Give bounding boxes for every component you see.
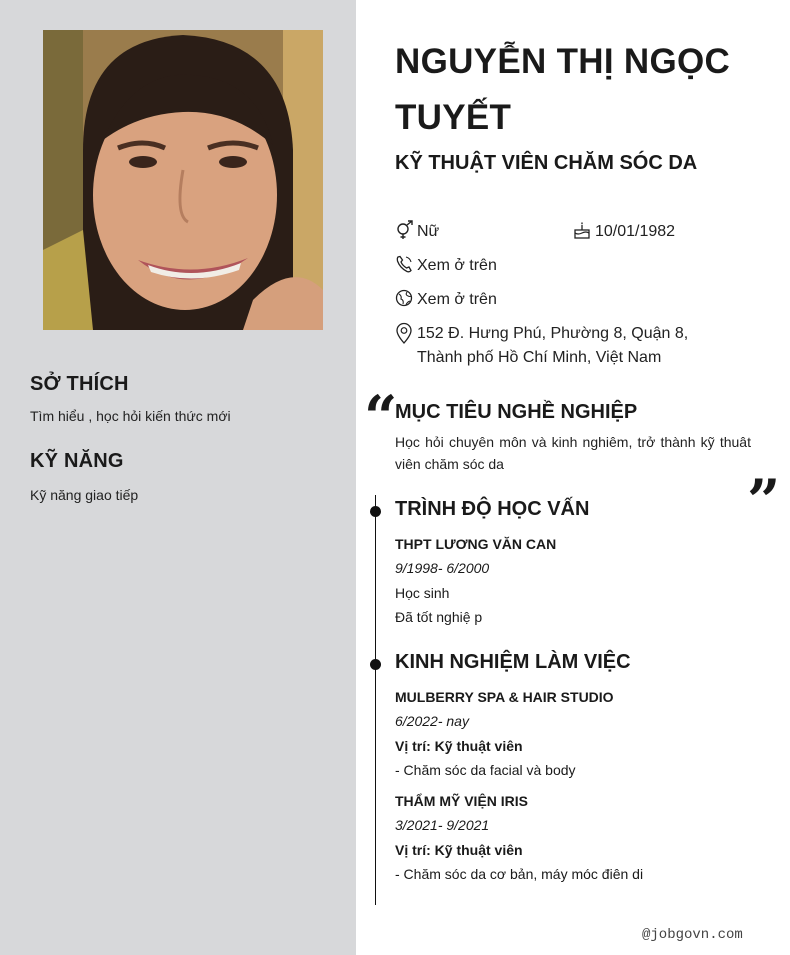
cake-icon: [573, 220, 591, 240]
close-quote-icon: ”: [747, 467, 781, 535]
portrait-illustration: [43, 30, 323, 330]
job-period: 3/2021- 9/2021: [395, 817, 490, 833]
phone-row: [395, 254, 595, 278]
timeline-line: [375, 495, 376, 905]
job-position: Vị trí: Kỹ thuật viên: [395, 842, 523, 858]
map-pin-icon: [395, 322, 413, 342]
main-content: [356, 0, 790, 955]
address-value: 152 Đ. Hưng Phú, Phường 8, Quận 8, Thành phố Hồ Chí Minh, Việt Nam: [417, 325, 689, 366]
experience-heading: KINH NGHIỆM LÀM VIỆC: [395, 651, 631, 673]
education-note: Đã tốt nghiệ p: [395, 609, 483, 625]
open-quote-icon: “: [364, 383, 398, 451]
sidebar: [0, 0, 356, 955]
experience-timeline-dot: [370, 659, 381, 670]
job-title: KỸ THUẬT VIÊN CHĂM SÓC DA: [395, 152, 698, 174]
education-school: THPT LƯƠNG VĂN CAN: [395, 536, 557, 552]
hobbies-heading: SỞ THÍCH: [30, 373, 129, 395]
birthdate-value: 10/01/1982: [595, 223, 676, 240]
candidate-name: NGUYỄN THỊ NGỌC TUYẾT: [395, 42, 731, 137]
footer-watermark: @jobgovn.com: [642, 927, 743, 943]
gender-row: [395, 220, 565, 244]
gender-icon: [395, 220, 413, 240]
education-role: Học sinh: [395, 585, 450, 601]
birthdate-row: [573, 220, 753, 244]
objective-text: Học hỏi chuyên môn và kinh nghiêm, trở thành kỹ thuât viên chăm sóc da: [395, 434, 751, 472]
phone-icon: [395, 254, 413, 274]
profile-photo: [43, 30, 323, 330]
education-heading: TRÌNH ĐỘ HỌC VẤN: [395, 498, 590, 520]
job-position: Vị trí: Kỹ thuật viên: [395, 738, 523, 754]
job-company: THẨM MỸ VIỆN IRIS: [395, 793, 529, 809]
website-row: [395, 288, 595, 312]
gender-value: Nữ: [417, 223, 440, 240]
education-period: 9/1998- 6/2000: [395, 560, 490, 576]
website-value: Xem ở trên: [417, 291, 497, 308]
hobbies-text: Tìm hiểu , học hỏi kiến thức mới: [30, 408, 231, 424]
job-company: MULBERRY SPA & HAIR STUDIO: [395, 689, 614, 705]
address-row: [395, 322, 735, 372]
education-timeline-dot: [370, 506, 381, 517]
phone-value: Xem ở trên: [417, 257, 497, 274]
globe-icon: [395, 288, 413, 308]
job-period: 6/2022- nay: [395, 713, 469, 729]
skills-heading: KỸ NĂNG: [30, 450, 124, 472]
objective-heading: MỤC TIÊU NGHỀ NGHIỆP: [395, 401, 638, 423]
skills-text: Kỹ năng giao tiếp: [30, 487, 139, 503]
job-duty: - Chăm sóc da facial và body: [395, 762, 576, 778]
job-duty: - Chăm sóc da cơ bản, máy móc điên di: [395, 866, 644, 882]
